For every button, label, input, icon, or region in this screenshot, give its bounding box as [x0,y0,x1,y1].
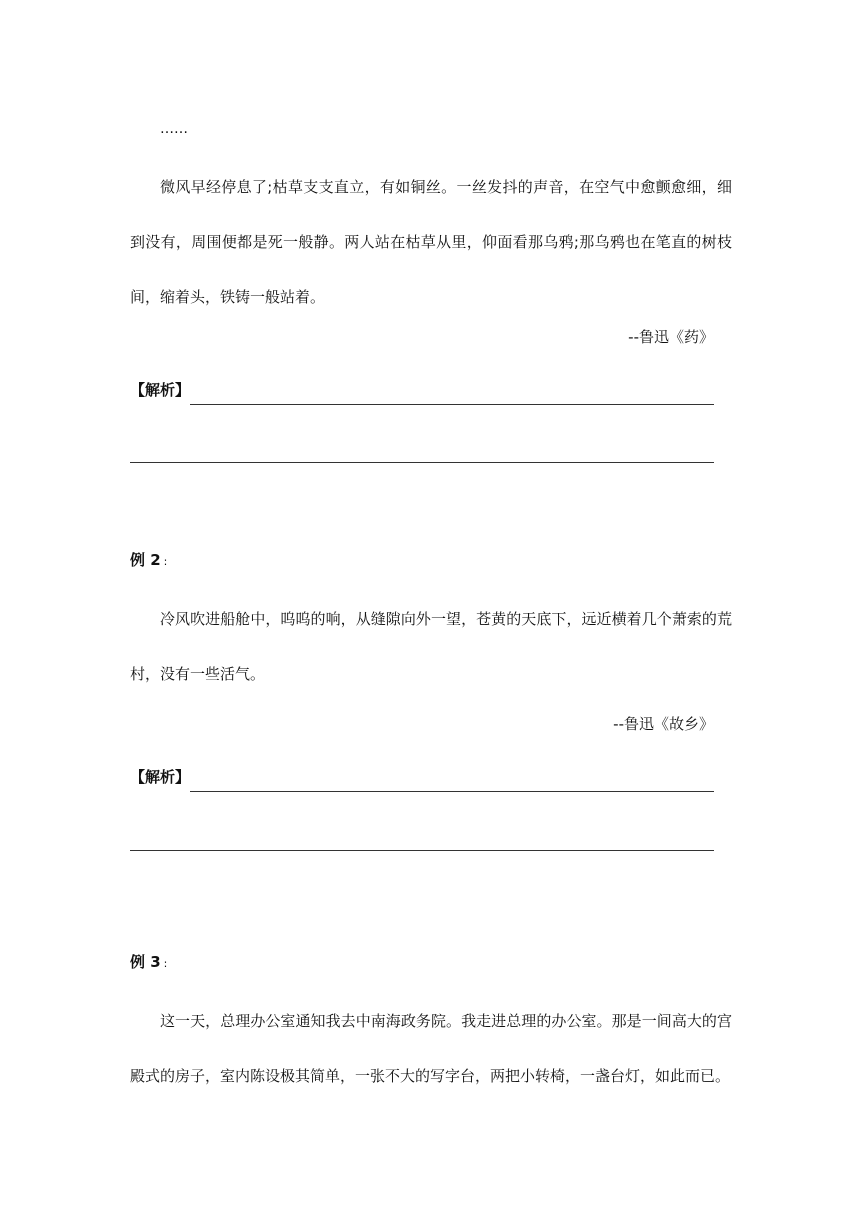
analysis-row-1 [130,375,714,405]
analysis-label: 【解析】 [130,381,191,399]
analysis-label: 【解析】 [130,768,191,786]
example-label: 例 2 [130,551,161,569]
passage-paragraph-3: 这一天，总理办公室通知我去中南海政务院。我走进总理的办公室。那是一间高大的宫殿式的房子，室内陈设极其简单，一张不大的写字台，两把小转椅，一盏台灯，如此而已。 [130,1012,732,1085]
example-heading-2 [130,545,167,577]
answer-line[interactable] [190,404,714,405]
example-colon: : [163,555,168,568]
example-heading-3 [130,947,167,979]
analysis-row-2 [130,762,714,792]
answer-line[interactable] [190,791,714,792]
passage-paragraph-2: 冷风吹进船舱中，呜呜的响，从缝隙向外一望，苍黄的天底下，远近横着几个萧索的荒村，没有一些活气。 [130,610,732,683]
ellipsis-text: …… [160,121,188,137]
source-citation-2: --鲁迅《故乡》 [613,715,714,733]
source-citation-1: --鲁迅《药》 [628,328,714,346]
answer-line[interactable] [130,462,714,463]
example-colon: : [163,957,168,970]
example-label: 例 3 [130,953,161,971]
passage-paragraph-1: 微风早经停息了;枯草支支直立，有如铜丝。一丝发抖的声音，在空气中愈颤愈细，细到没有，周围便都是死一般静。两人站在枯草从里，仰面看那乌鸦;那乌鸦也在笔直的树枝间，缩着头，铁铸一般站着。 [130,178,732,306]
answer-line[interactable] [130,850,714,851]
